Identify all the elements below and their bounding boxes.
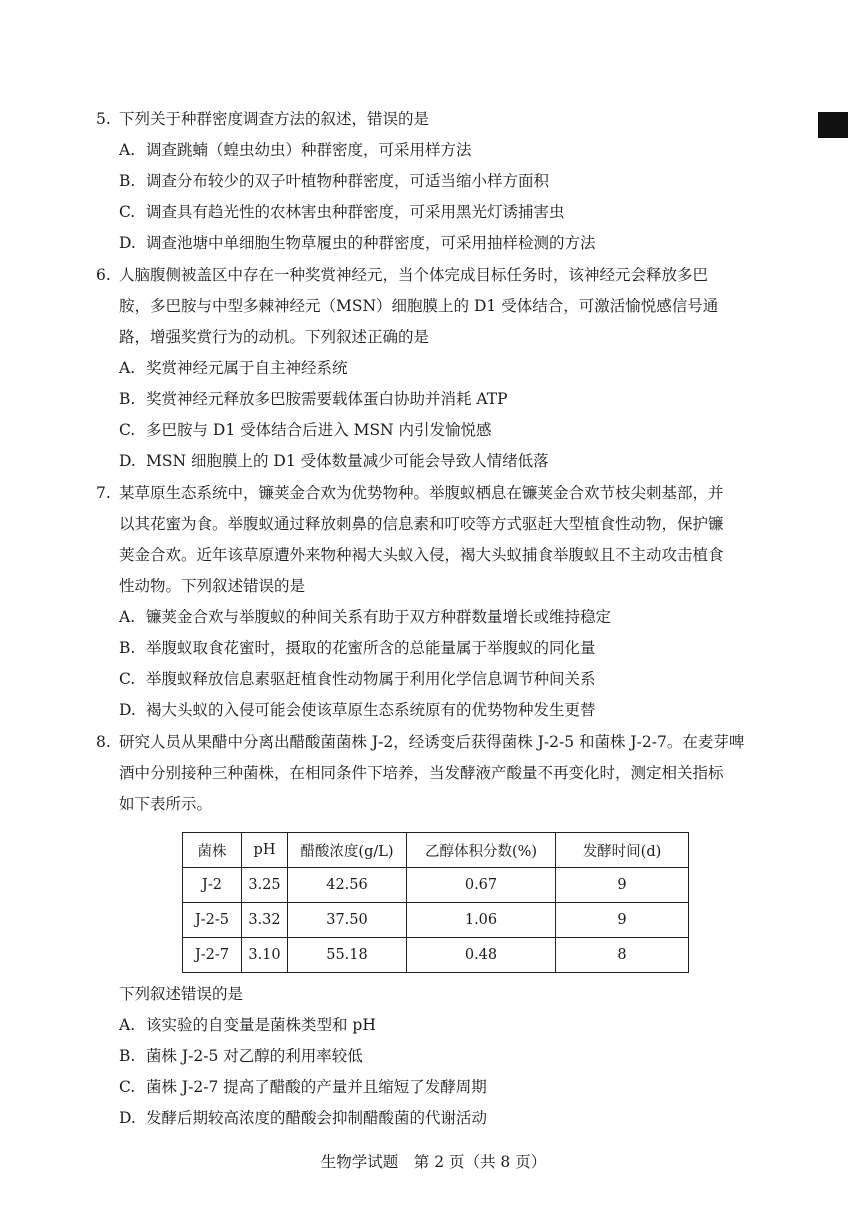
table-cell: 9 [556,868,689,903]
option-c: C. 菌株 J-2-7 提高了醋酸的产量并且缩短了发酵周期 [119,1078,487,1096]
table-cell: J-2-5 [183,903,242,938]
option-c: C. 举腹蚁释放信息素驱赶植食性动物属于利用化学信息调节种间关系 [119,670,596,688]
option-b: B. 奖赏神经元释放多巴胺需要载体蛋白协助并消耗 ATP [119,390,508,408]
question-stem-line: 研究人员从果醋中分离出醋酸菌菌株 J-2，经诱变后获得菌株 J-2-5 和菌株 J-2-7。在麦芽啤 [119,733,745,751]
table-cell: 8 [556,938,689,973]
question-6 [96,264,776,481]
question-5 [96,108,776,263]
table-cell: 3.10 [242,938,288,973]
table-cell: 1.06 [407,903,556,938]
question-stem-line: 以其花蜜为食。举腹蚁通过释放刺鼻的信息素和叮咬等方式驱赶大型植食性动物，保护镰 [119,515,724,533]
table-cell: J-2-7 [183,938,242,973]
question-stem-line: 下列关于种群密度调查方法的叙述，错误的是 [119,110,430,128]
option-b: B. 调查分布较少的双子叶植物种群密度，可适当缩小样方面积 [119,172,550,190]
question-stem-line: 性动物。下列叙述错误的是 [119,577,306,595]
question-stem-line: 某草原生态系统中，镰荚金合欢为优势物种。举腹蚁栖息在镰荚金合欢节枝尖刺基部，并 [119,484,724,502]
table-header-cell: 乙醇体积分数(%) [407,833,556,868]
option-c: C. 多巴胺与 D1 受体结合后进入 MSN 内引发愉悦感 [119,421,492,439]
option-b: B. 举腹蚁取食花蜜时，摄取的花蜜所含的总能量属于举腹蚁的同化量 [119,639,596,657]
option-a: A. 调查跳蝻（蝗虫幼虫）种群密度，可采用样方法 [119,141,472,159]
table-row [183,903,689,938]
table-cell: 55.18 [288,938,407,973]
table-header-cell: 菌株 [183,833,242,868]
question-stem-line: 如下表所示。 [119,795,213,813]
table-cell: 3.25 [242,868,288,903]
table-cell: 3.32 [242,903,288,938]
option-a: A. 镰荚金合欢与举腹蚁的种间关系有助于双方种群数量增长或维持稳定 [119,608,612,626]
question-7 [96,482,776,730]
table-cell: 0.67 [407,868,556,903]
table-cell: 9 [556,903,689,938]
option-d: D. MSN 细胞膜上的 D1 受体数量减少可能会导致人情绪低落 [119,452,549,470]
option-d: D. 发酵后期较高浓度的醋酸会抑制醋酸菌的代谢活动 [119,1109,488,1127]
page-edge-marker [818,112,848,138]
question-stem-line: 人脑腹侧被盖区中存在一种奖赏神经元，当个体完成目标任务时，该神经元会释放多巴 [119,266,709,284]
table-row [183,938,689,973]
table-header-cell: 发酵时间(d) [556,833,689,868]
question-stem-line: 荚金合欢。近年该草原遭外来物种褐大头蚁入侵，褐大头蚁捕食举腹蚁且不主动攻击植食 [119,546,724,564]
question-stem-line: 酒中分别接种三种菌株，在相同条件下培养，当发酵液产酸量不再变化时，测定相关指标 [119,764,724,782]
question-8 [96,731,776,824]
table-cell: 0.48 [407,938,556,973]
question-8-options [119,983,487,1138]
question-number: 5. [96,110,111,128]
option-b: B. 菌株 J-2-5 对乙醇的利用率较低 [119,1047,363,1065]
option-a: A. 奖赏神经元属于自主神经系统 [119,359,348,377]
option-c: C. 调查具有趋光性的农林害虫种群密度，可采用黑光灯诱捕害虫 [119,203,565,221]
table-header-row [183,833,689,868]
option-d: D. 褐大头蚁的入侵可能会使该草原生态系统原有的优势物种发生更替 [119,701,596,719]
table-cell: 42.56 [288,868,407,903]
question-stem-line: 路，增强奖赏行为的动机。下列叙述正确的是 [119,328,430,346]
question-stem-line: 胺，多巴胺与中型多棘神经元（MSN）细胞膜上的 D1 受体结合，可激活愉悦感信号通 [119,297,719,315]
question-number: 7. [96,484,111,502]
option-a: A. 该实验的自变量是菌株类型和 pH [119,1016,376,1034]
page-footer: 生物学试题 第 2 页（共 8 页） [320,1153,547,1171]
option-d: D. 调查池塘中单细胞生物草履虫的种群密度，可采用抽样检测的方法 [119,234,596,252]
strain-data-table [182,832,689,973]
table-row [183,868,689,903]
question-number: 8. [96,733,111,751]
question-8-prompt: 下列叙述错误的是 [119,985,244,1003]
table-cell: 37.50 [288,903,407,938]
table-header-cell: 醋酸浓度(g/L) [288,833,407,868]
question-number: 6. [96,266,111,284]
table-header-cell: pH [242,833,288,868]
table-cell: J-2 [183,868,242,903]
